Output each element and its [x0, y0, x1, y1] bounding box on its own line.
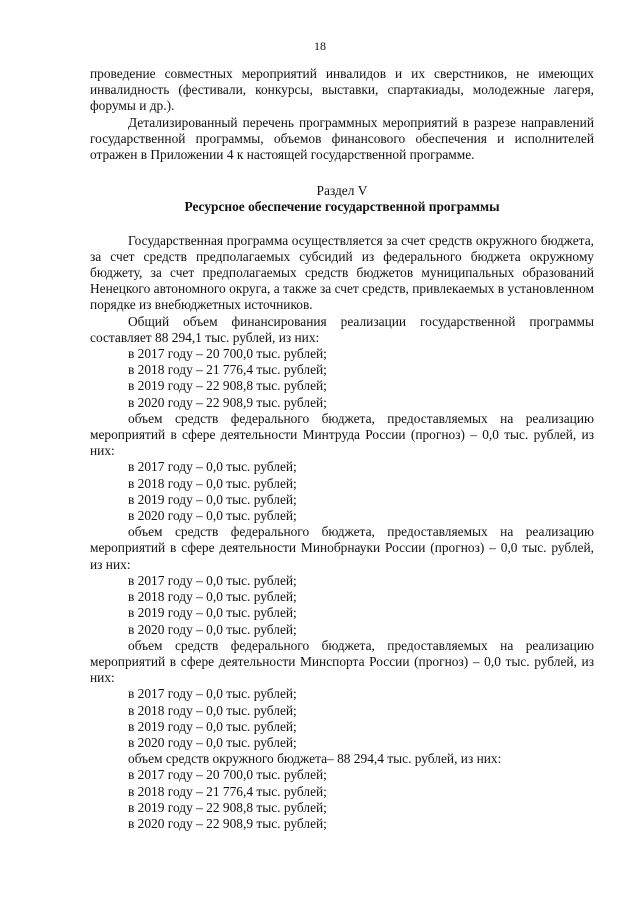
section-label: Раздел V — [316, 183, 368, 199]
intro-paragraph-1: проведение совместных мероприятий инвалидов и их сверстников, не имеющих инвалидность (фестивали, конкурсы, выставки, спартакиады, молодежные лагеря, форумы и др.). — [90, 66, 594, 114]
mintrud-funding-2017: в 2017 году – 0,0 тыс. рублей; — [128, 459, 297, 475]
total-funding-intro: Общий объем финансирования реализации государственной программы составляет 88 294,1 тыс. рублей, из них: — [90, 313, 594, 345]
page-content — [90, 66, 594, 832]
body-paragraph-1: Государственная программа осуществляется за счет средств окружного бюджета, за счет средств предполагаемых субсидий из федерального бюджета окружному бюджету, за счет предполагаемых средств бюджетов муниципальных образований Ненецкого автономного округа, а также за счет средств, привлекаемых в установленном порядке из внебюджетных источников. — [90, 232, 594, 313]
total-funding-2017: в 2017 году – 20 700,0 тыс. рублей; — [128, 346, 327, 362]
minsport-funding-2018: в 2018 году – 0,0 тыс. рублей; — [128, 702, 297, 718]
total-funding-2020: в 2020 году – 22 908,9 тыс. рублей; — [128, 394, 327, 410]
minsport-funding-intro: объем средств федерального бюджета, предоставляемых на реализацию мероприятий в сфере деятельности Минспорта России (прогноз) – 0,0 тыс. рублей, из них: — [90, 637, 594, 686]
total-funding-2019: в 2019 году – 22 908,8 тыс. рублей; — [128, 378, 327, 394]
okrug-funding-2017: в 2017 году – 20 700,0 тыс. рублей; — [128, 767, 327, 783]
minobr-funding-2020: в 2020 году – 0,0 тыс. рублей; — [128, 621, 297, 637]
mintrud-funding-2019: в 2019 году – 0,0 тыс. рублей; — [128, 491, 297, 507]
minobr-funding-2017: в 2017 году – 0,0 тыс. рублей; — [128, 572, 297, 588]
okrug-funding-2019: в 2019 году – 22 908,8 тыс. рублей; — [128, 799, 327, 815]
okrug-funding-2020: в 2020 году – 22 908,9 тыс. рублей; — [128, 815, 327, 831]
mintrud-funding-2018: в 2018 году – 0,0 тыс. рублей; — [128, 475, 297, 491]
minsport-funding-2017: в 2017 году – 0,0 тыс. рублей; — [128, 686, 297, 702]
minsport-funding-2020: в 2020 году – 0,0 тыс. рублей; — [128, 734, 297, 750]
minsport-funding-2019: в 2019 году – 0,0 тыс. рублей; — [128, 718, 297, 734]
okrug-funding-2018: в 2018 году – 21 776,4 тыс. рублей; — [128, 783, 327, 799]
intro-paragraph-2: Детализированный перечень программных мероприятий в разрезе направлений государственной программы, объемов финансового обеспечения и исполнителей отражен в Приложении 4 к настоящей государственной программе. — [90, 114, 594, 163]
page-number: 18 — [314, 39, 326, 53]
total-funding-2018: в 2018 году – 21 776,4 тыс. рублей; — [128, 362, 327, 378]
mintrud-funding-2020: в 2020 году – 0,0 тыс. рублей; — [128, 508, 297, 524]
okrug-funding-intro: объем средств окружного бюджета– 88 294,4 тыс. рублей, из них: — [128, 751, 502, 767]
section-title: Ресурсное обеспечение государственной программы — [184, 199, 500, 215]
minobr-funding-intro: объем средств федерального бюджета, предоставляемых на реализацию мероприятий в сфере деятельности Минобрнауки России (прогноз) – 0,0 тыс. рублей, из них: — [90, 524, 594, 572]
minobr-funding-2019: в 2019 году – 0,0 тыс. рублей; — [128, 605, 297, 621]
minobr-funding-2018: в 2018 году – 0,0 тыс. рублей; — [128, 589, 297, 605]
mintrud-funding-intro: объем средств федерального бюджета, предоставляемых на реализацию мероприятий в сфере деятельности Минтруда России (прогноз) – 0,0 тыс. рублей, из них: — [90, 410, 594, 459]
